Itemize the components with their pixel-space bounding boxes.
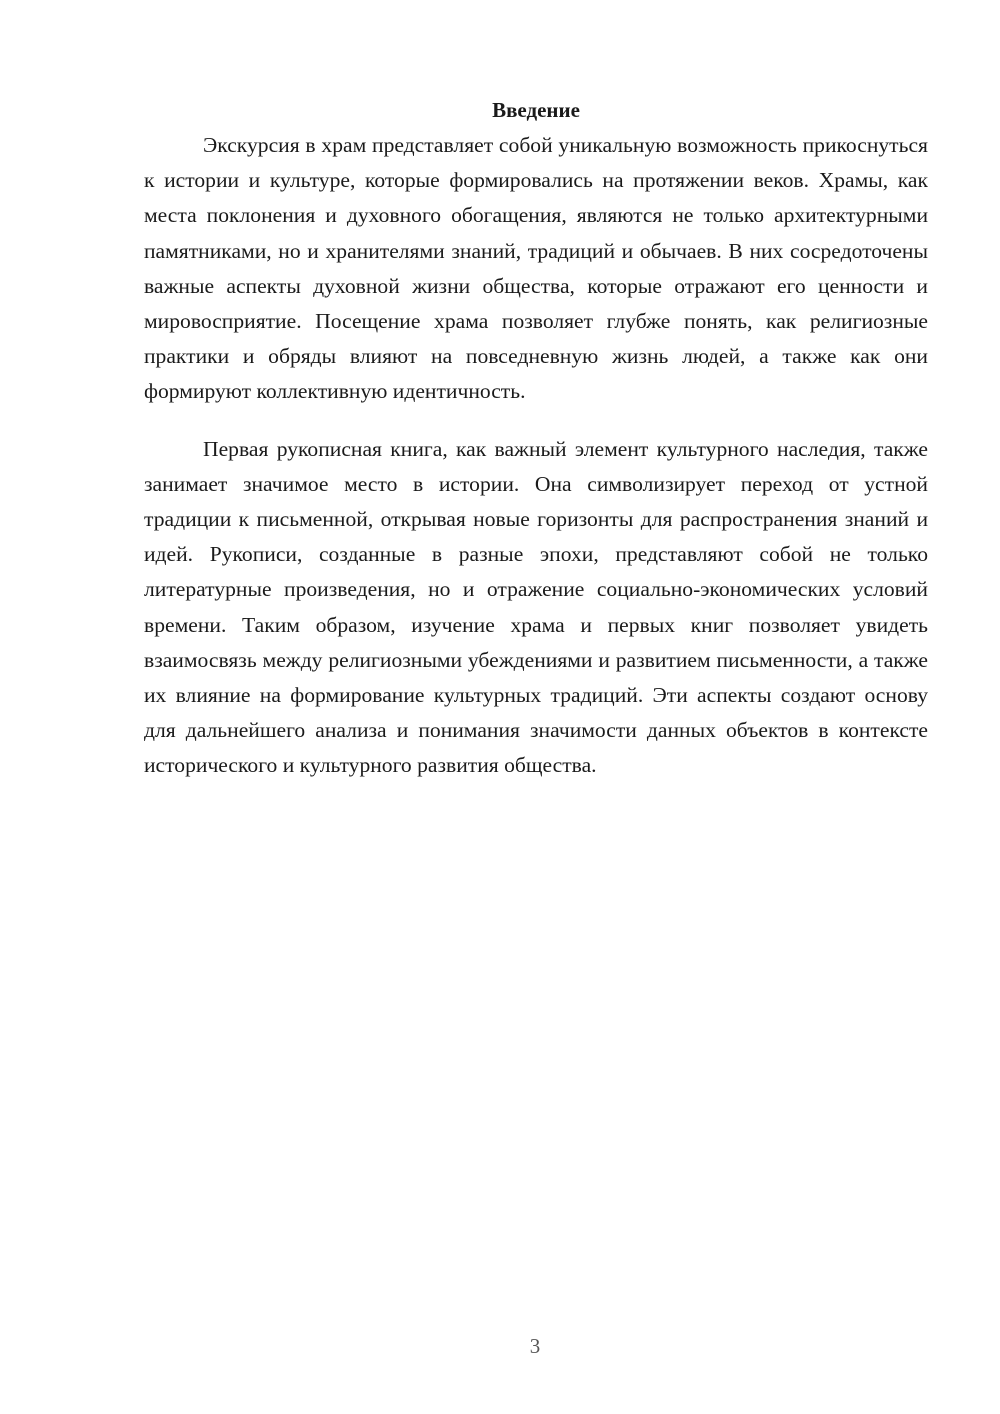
page-content bbox=[144, 93, 928, 784]
paragraph-2: Первая рукописная книга, как важный элемент культурного наследия, также занимает значимое место в истории. Она символизирует переход от устной традиции к письменной, открывая новые горизонты для распространения знаний и идей. Рукописи, созданные в разные эпохи, представляют собой не только литературные произведения, но и отражение социально-экономических условий времени. Таким образом, изучение храма и первых книг позволяет увидеть взаимосвязь между религиозными убеждениями и развитием письменности, а также их влияние на формирование культурных традиций. Эти аспекты создают основу для дальнейшего анализа и понимания значимости данных объектов в контексте исторического и культурного развития общества. bbox=[144, 436, 928, 778]
section-title: Введение bbox=[492, 98, 580, 122]
page-number: 3 bbox=[529, 1334, 541, 1358]
paragraph-1: Экскурсия в храм представляет собой уникальную возможность прикоснуться к истории и культуре, которые формировались на протяжении веков. Храмы, как места поклонения и духовного обогащения, являются не только архитектурными памятниками, но и хранителями знаний, традиций и обычаев. В них сосредоточены важные аспекты духовной жизни общества, которые отражают его ценности и мировосприятие. Посещение храма позволяет глубже понять, как религиозные практики и обряды влияют на повседневную жизнь людей, а также как они формируют коллективную идентичность. bbox=[144, 133, 928, 404]
